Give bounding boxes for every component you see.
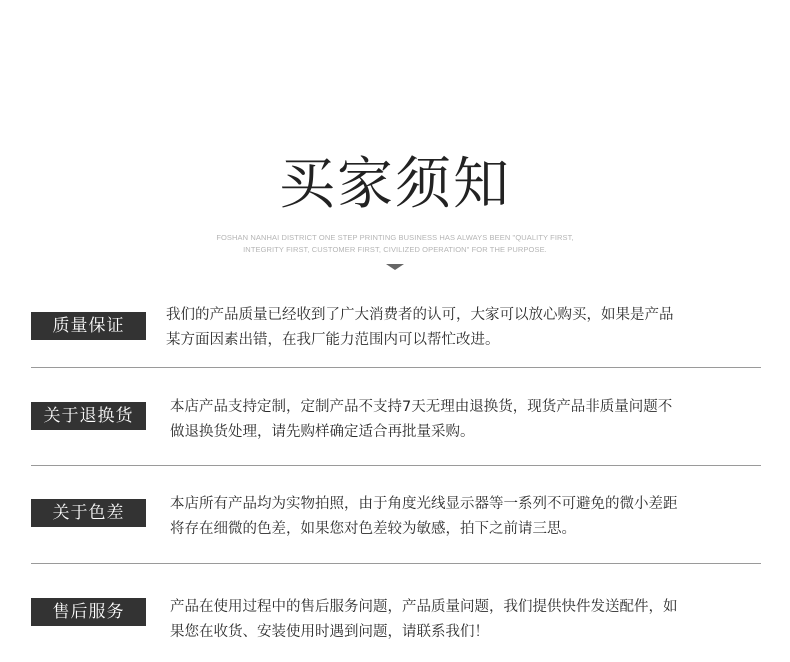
text-line: 某方面因素出错，在我厂能力范围内可以帮忙改进。 (166, 332, 500, 348)
after-sales-badge: 售后服务 (31, 598, 146, 626)
text-line: 做退换货处理，请先购样确定适合再批量采购。 (170, 424, 475, 440)
quality-guarantee-badge: 质量保证 (31, 312, 146, 340)
subtitle-line-1: FOSHAN NANHAI DISTRICT ONE STEP PRINTING BUSINESS HAS ALWAYS BEEN "QUALITY FIRST, (216, 233, 574, 242)
section-divider (31, 465, 761, 466)
returns-text (170, 395, 760, 445)
page-subtitle (0, 232, 790, 256)
returns-badge: 关于退换货 (31, 402, 146, 430)
subtitle-line-2: INTEGRITY FIRST, CUSTOMER FIRST, CIVILIZED OPERATION" FOR THE PURPOSE. (243, 245, 547, 254)
text-line: 本店产品支持定制，定制产品不支持7天无理由退换货，现货产品非质量问题不 (170, 399, 673, 415)
text-line: 我们的产品质量已经收到了广大消费者的认可，大家可以放心购买，如果是产品 (166, 307, 674, 323)
down-arrow-icon (386, 264, 404, 270)
text-line: 果您在收货、安装使用时遇到问题，请联系我们！ (170, 624, 489, 640)
text-line: 本店所有产品均为实物拍照，由于角度光线显示器等一系列不可避免的微小差距 (170, 496, 678, 512)
page-title: 买家须知 (279, 152, 511, 217)
color-difference-badge: 关于色差 (31, 499, 146, 527)
section-divider (31, 367, 761, 368)
quality-guarantee-text (166, 303, 756, 353)
text-line: 产品在使用过程中的售后服务问题，产品质量问题，我们提供快件发送配件，如 (170, 599, 678, 615)
text-line: 将存在细微的色差，如果您对色差较为敏感，拍下之前请三思。 (170, 521, 576, 537)
color-difference-text (170, 492, 760, 542)
after-sales-text (170, 595, 760, 645)
section-divider (31, 563, 761, 564)
